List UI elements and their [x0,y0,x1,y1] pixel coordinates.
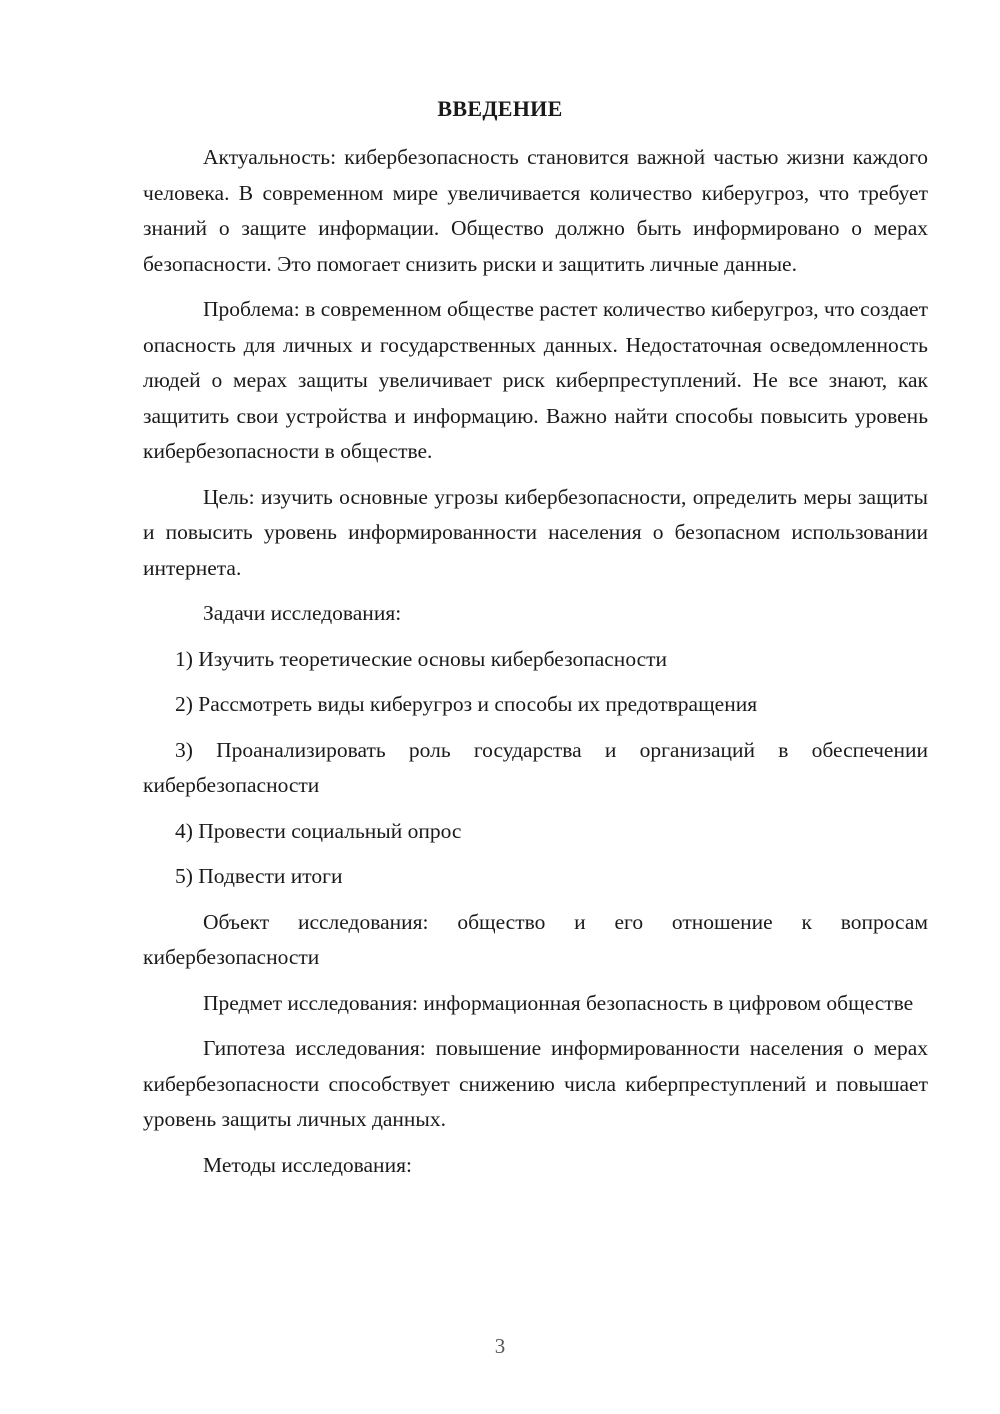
list-item: 1) Изучить теоретические основы кибербезопасности [175,646,668,671]
document-body [143,140,928,1193]
page-title: ВВЕДЕНИЕ [437,96,563,121]
paragraph-hypothesis: Гипотеза исследования: повышение информированности населения о мерах кибербезопасности способствует снижению числа киберпреступлений и повышает уровень защиты личных данных. [143,1036,928,1131]
list-item: 5) Подвести итоги [175,864,343,888]
tasks-list [143,642,928,895]
paragraph-problem: Проблема: в современном обществе растет количество киберугроз, что создает опасность для личных и государственных данных. Недостаточная осведомленность людей о мерах защиты увеличивает риск киберпреступлений. Не все знают, как защитить свои устройства и информацию. Важно найти способы повысить уровень кибербезопасности в обществе. [143,297,928,463]
paragraph-relevance: Актуальность: кибербезопасность становится важной частью жизни каждого человека. В современном мире увеличивается количество киберугроз, что требует знаний о защите информации. Общество должно быть информировано о мерах безопасности. Это помогает снизить риски и защитить личные данные. [143,145,928,276]
methods-title: Методы исследования: [203,1152,412,1177]
tasks-title: Задачи исследования: [203,601,402,625]
paragraph-object: Объект исследования: общество и его отношение к вопросам кибербезопасности [143,909,928,969]
page-number: 3 [494,1334,506,1358]
list-item: 4) Провести социальный опрос [175,818,462,843]
list-item: 3) Проанализировать роль государства и организаций в обеспечении кибербезопасности [143,737,928,797]
paragraph-subject: Предмет исследования: информационная безопасность в цифровом обществе [203,990,914,1015]
list-item: 2) Рассмотреть виды киберугроз и способы их предотвращения [175,692,758,716]
paragraph-goal: Цель: изучить основные угрозы кибербезопасности, определить меры защиты и повысить уровень информированности населения о безопасном использовании интернета. [143,484,928,580]
